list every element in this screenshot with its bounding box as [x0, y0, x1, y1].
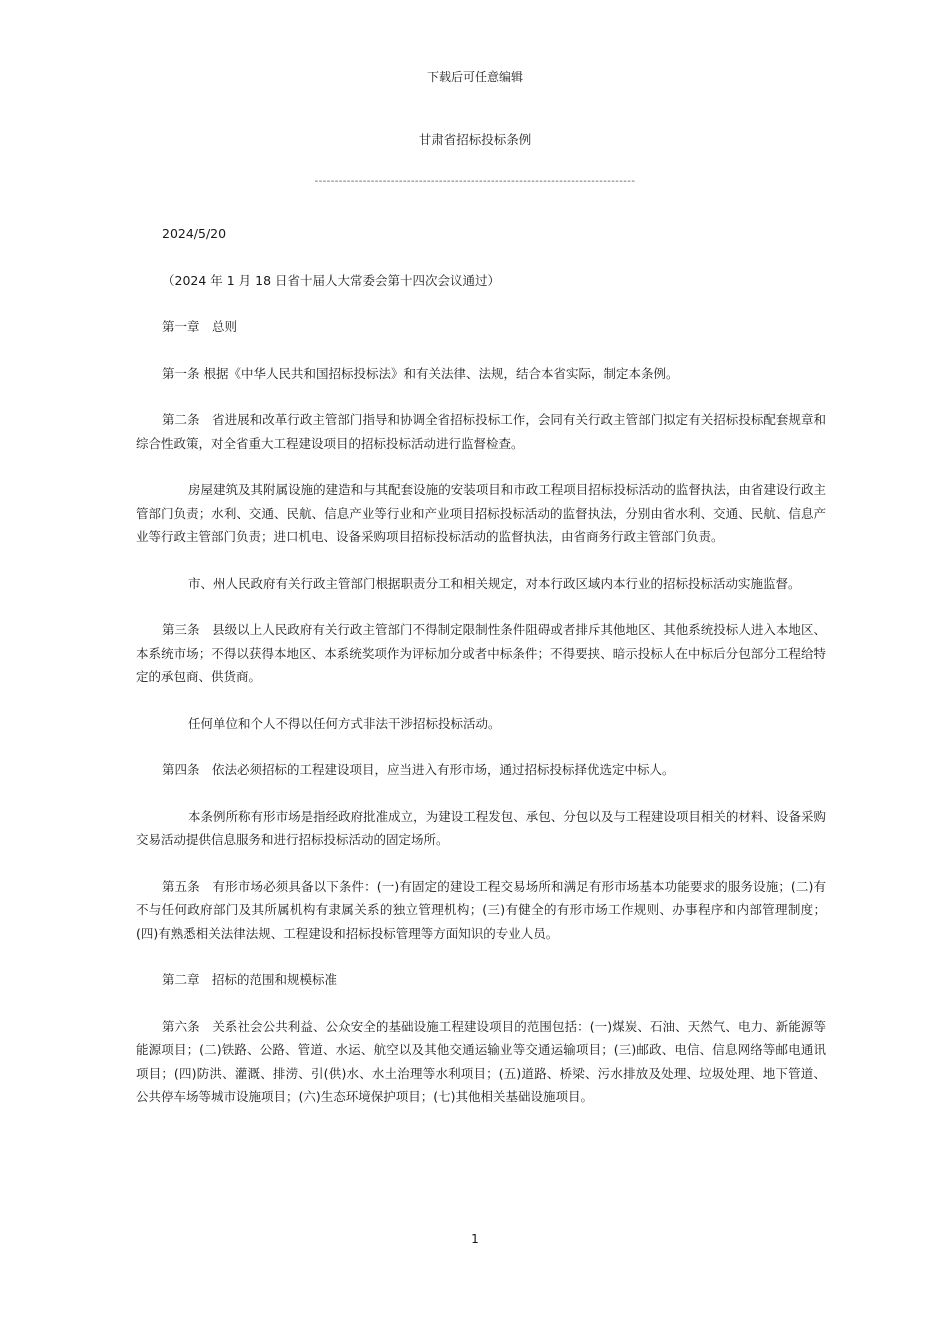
- article-2-paragraph-3: 市、州人民政府有关行政主管部门根据职责分工和相关规定，对本行政区域内本行业的招标投标活动实施监督。: [188, 575, 801, 591]
- article-1: 第一条 根据《中华人民共和国招标投标法》和有关法律、法规，结合本省实际，制定本条例。: [162, 365, 679, 381]
- article-3: 第三条 县级以上人民政府有关行政主管部门不得制定限制性条件阻碍或者排斥其他地区、其他系统投标人进入本地区、本系统市场；不得以获得本地区、本系统奖项作为评标加分或者中标条件；不得要挟、暗示投标人在中标后分包部分工程给特定的承包商、供货商。: [136, 622, 826, 684]
- adoption-note: （2024 年 1 月 18 日省十届人大常委会第十四次会议通过）: [162, 272, 501, 288]
- chapter-heading-1: 第一章 总则: [162, 319, 238, 334]
- article-4: 第四条 依法必须招标的工程建设项目，应当进入有形市场，通过招标投标择优选定中标人。: [162, 762, 675, 777]
- chapter-heading-2: 第二章 招标的范围和规模标准: [162, 972, 338, 987]
- document-title: 甘肃省招标投标条例: [418, 132, 532, 147]
- separator-line: --------------------------------------------------------------------------------: [314, 176, 636, 187]
- page-number: 1: [471, 1232, 479, 1246]
- header-note: 下载后可任意编辑: [426, 70, 523, 84]
- article-6: 第六条 关系社会公共利益、公众安全的基础设施工程建设项目的范围包括：(一)煤炭、石油、天然气、电力、新能源等能源项目；(二)铁路、公路、管道、水运、航空以及其他交通运输业等交通运输项目；(三)邮政、电信、信息网络等邮电通讯项目；(四)防洪、灌溉、排涝、引(供)水、水土治理等水利项目；(五)道路、桥梁、污水排放及处理、垃圾处理、地下管道、公共停车场等城市设施项目；(六)生态环境保护项目；(七)其他相关基础设施项目。: [136, 1018, 826, 1104]
- document-date: 2024/5/20: [162, 226, 227, 241]
- article-3-paragraph-2: 任何单位和个人不得以任何方式非法干涉招标投标活动。: [188, 715, 501, 731]
- document-body: [136, 222, 826, 1132]
- article-2-paragraph-2: 房屋建筑及其附属设施的建造和与其配套设施的安装项目和市政工程项目招标投标活动的监督执法，由省建设行政主管部门负责；水利、交通、民航、信息产业等行业和产业项目招标投标活动的监督执法，分别由省水利、交通、民航、信息产业等行政主管部门负责；进口机电、设备采购项目招标投标活动的监督执法，由省商务行政主管部门负责。: [136, 482, 826, 544]
- article-5: 第五条 有形市场必须具备以下条件：(一)有固定的建设工程交易场所和满足有形市场基本功能要求的服务设施；(二)有不与任何政府部门及其所属机构有隶属关系的独立管理机构；(三)有健全的有形市场工作规则、办事程序和内部管理制度；(四)有熟悉相关法律法规、工程建设和招标投标管理等方面知识的专业人员。: [136, 878, 826, 941]
- article-4-paragraph-2: 本条例所称有形市场是指经政府批准成立，为建设工程发包、承包、分包以及与工程建设项目相关的材料、设备采购交易活动提供信息服务和进行招标投标活动的固定场所。: [136, 808, 826, 847]
- article-2: 第二条 省进展和改革行政主管部门指导和协调全省招标投标工作，会同有关行政主管部门拟定有关招标投标配套规章和综合性政策，对全省重大工程建设项目的招标投标活动进行监督检查。: [136, 412, 826, 451]
